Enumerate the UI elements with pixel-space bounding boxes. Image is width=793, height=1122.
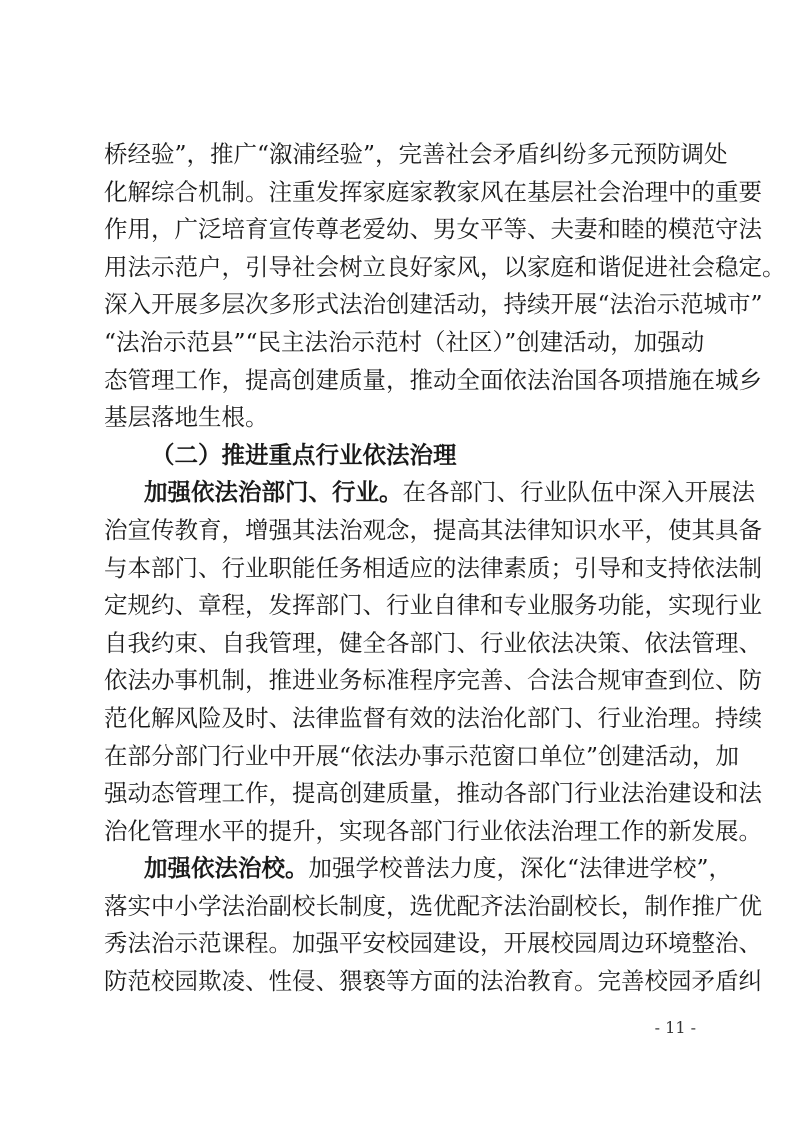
body-line: 依法办事机制，推进业务标准程序完善、合法合规审查到位、防 — [104, 666, 762, 695]
body-line: 自我约束、自我管理，健全各部门、行业依法决策、依法管理、 — [104, 628, 762, 657]
document-body — [104, 136, 786, 1001]
body-line: 深入开展多层次多形式法治创建活动，持续开展“法治示范城市” — [104, 290, 763, 319]
body-line: 治化管理水平的提升，实现各部门行业依法治理工作的新发展。 — [104, 816, 762, 845]
paragraph-lead: 加强依法治部门、行业。 — [144, 478, 403, 507]
body-line: 基层落地生根。 — [104, 403, 269, 432]
body-line: 防范校园欺凌、性侵、猥亵等方面的法治教育。完善校园矛盾纠 — [104, 967, 762, 996]
paragraph-text: 在各部门、行业队伍中深入开展法 — [402, 478, 755, 507]
body-line: 强动态管理工作，提高创建质量，推动各部门行业法治建设和法 — [104, 779, 762, 808]
body-line: 态管理工作，提高创建质量，推动全面依法治国各项措施在城乡 — [104, 365, 762, 394]
body-line: 与本部门、行业职能任务相适应的法律素质；引导和支持依法制 — [104, 553, 762, 582]
paragraph-first-line — [104, 474, 755, 512]
body-line: “法治示范县”“民主法治示范村（社区）”创建活动，加强动 — [104, 327, 705, 356]
body-line: 范化解风险及时、法律监督有效的法治化部门、行业治理。持续 — [104, 703, 762, 732]
page-number: - 11 - — [654, 1018, 696, 1037]
body-line: 作用，广泛培育宣传尊老爱幼、男女平等、夫妻和睦的模范守法 — [104, 215, 762, 244]
paragraph-first-line — [104, 850, 733, 888]
section-heading: （二）推进重点行业依法治理 — [151, 440, 457, 469]
body-line: 治宣传教育，增强其法治观念，提高其法律知识水平，使其具备 — [104, 515, 762, 544]
body-line: 用法示范户，引导社会树立良好家风，以家庭和谐促进社会稳定。 — [104, 252, 786, 281]
body-line: 在部分部门行业中开展“依法办事示范窗口单位”创建活动，加 — [104, 741, 740, 770]
body-line: 桥经验”，推广“溆浦经验”，完善社会矛盾纠纷多元预防调处 — [104, 140, 728, 168]
body-line: 定规约、章程，发挥部门、行业自律和专业服务功能，实现行业 — [104, 591, 762, 620]
paragraph-text: 加强学校普法力度，深化“法律进学校”， — [308, 854, 733, 883]
body-line: 化解综合机制。注重发挥家庭家教家风在基层社会治理中的重要 — [104, 177, 762, 206]
body-line: 落实中小学法治副校长制度，选优配齐法治副校长，制作推广优 — [104, 891, 762, 920]
body-line: 秀法治示范课程。加强平安校园建设，开展校园周边环境整治、 — [104, 929, 762, 958]
paragraph-lead: 加强依法治校。 — [144, 854, 309, 883]
